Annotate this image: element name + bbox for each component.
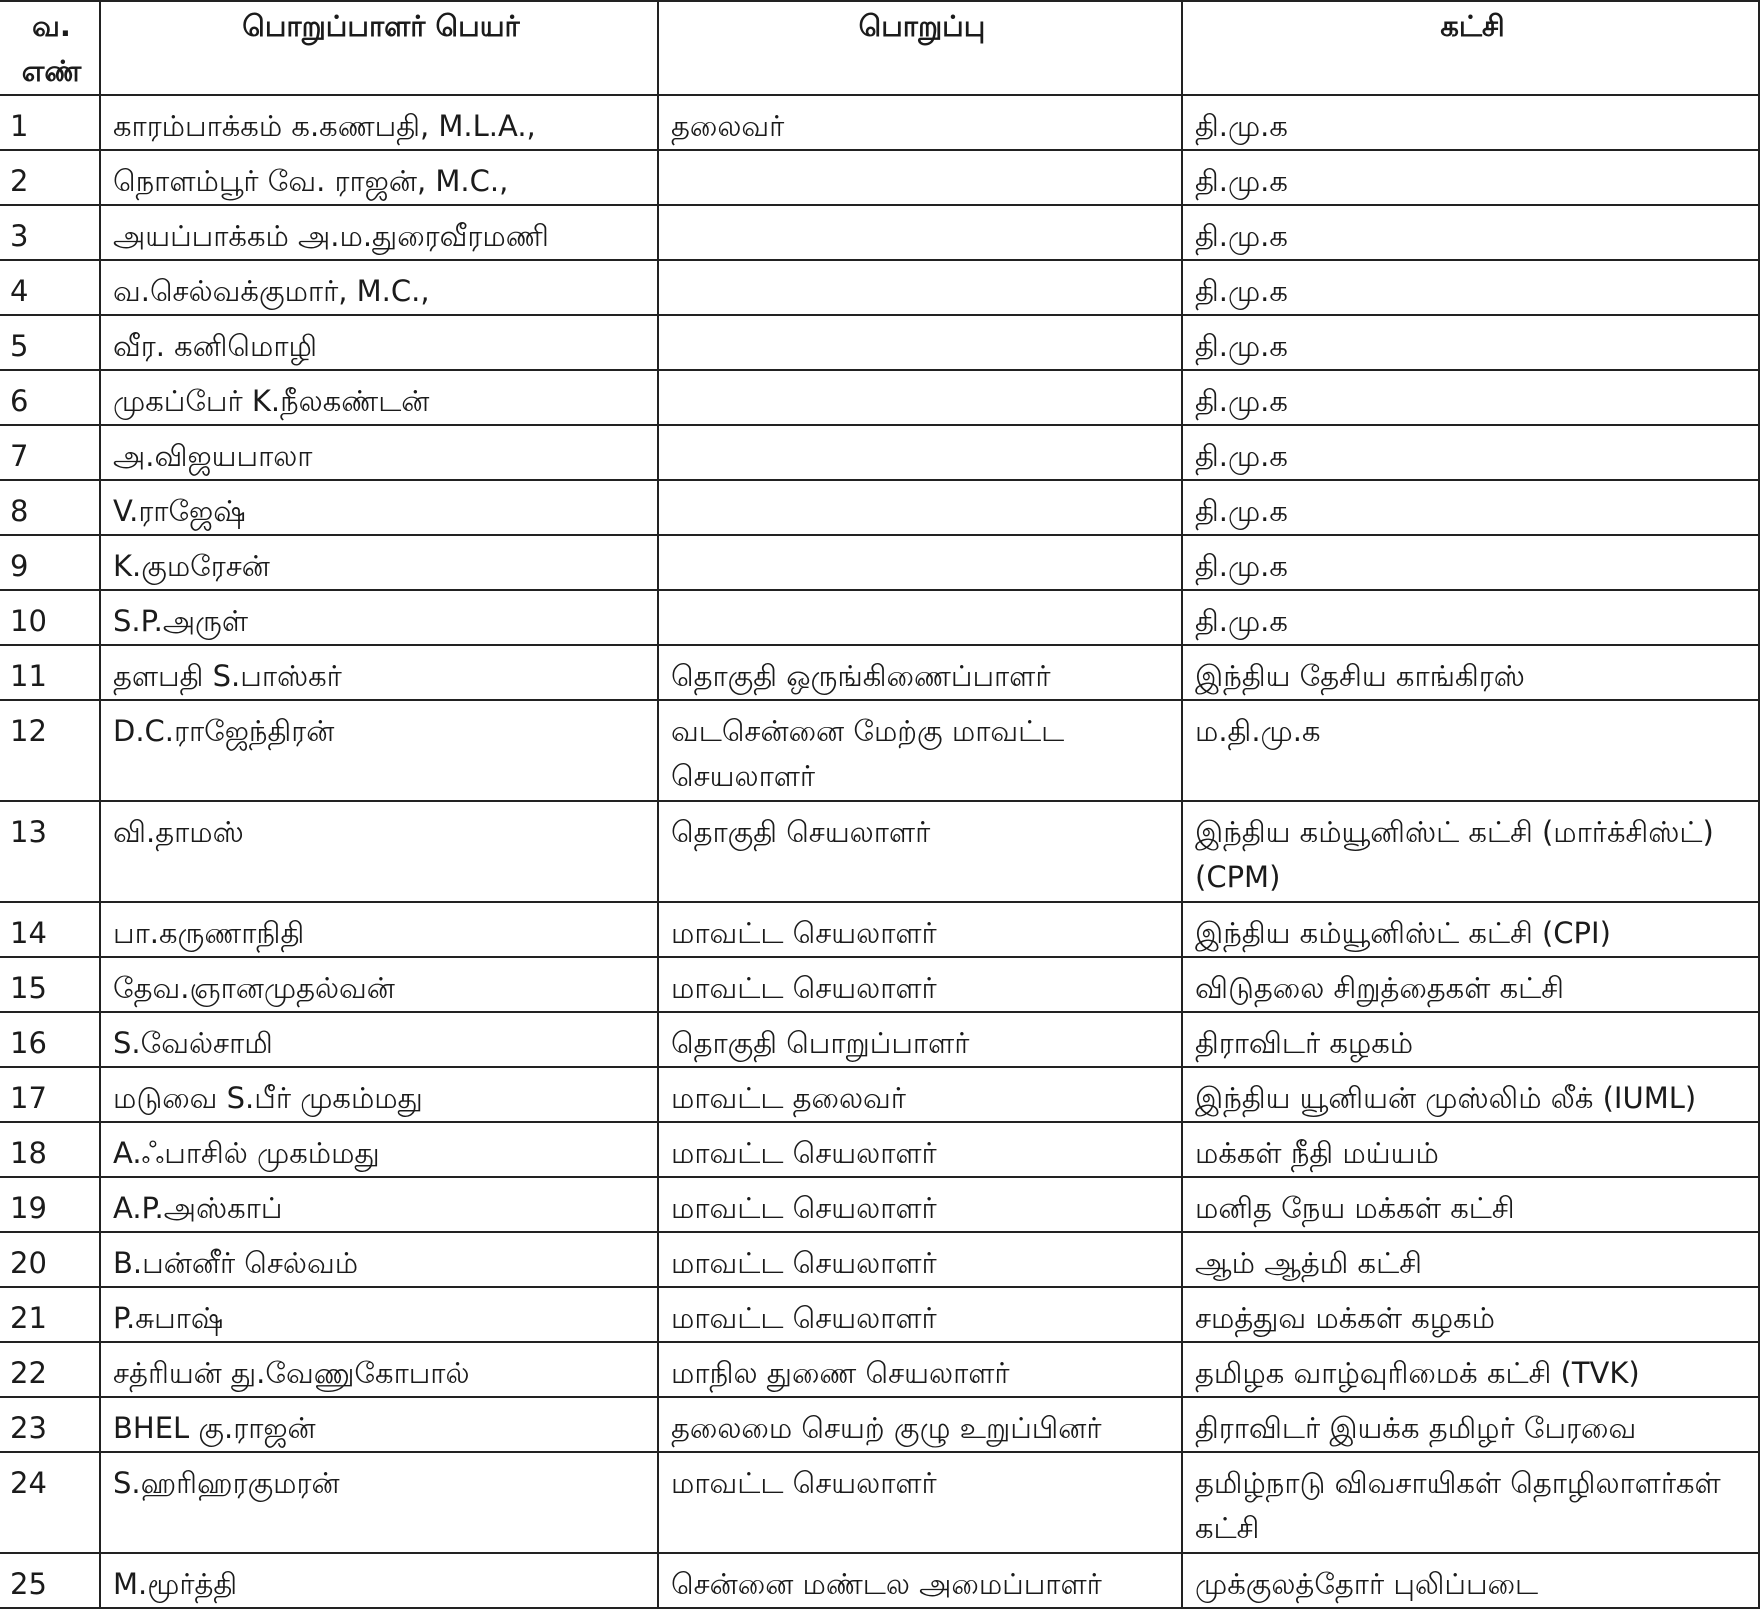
cell-role: தலைமை செயற் குழு உறுப்பினர் <box>658 1397 1182 1452</box>
cell-role: தொகுதி பொறுப்பாளர் <box>658 1012 1182 1067</box>
cell-role: மாவட்ட செயலாளர் <box>658 1287 1182 1342</box>
cell-party: இந்திய கம்யூனிஸ்ட் கட்சி (மார்க்சிஸ்ட்) (CPM) <box>1182 801 1759 902</box>
cell-party: தி.மு.க <box>1182 315 1759 370</box>
cell-party: தி.மு.க <box>1182 535 1759 590</box>
cell-name: தளபதி S.பாஸ்கர் <box>100 645 658 700</box>
table-row <box>0 1012 1759 1067</box>
cell-role <box>658 205 1182 260</box>
cell-party: மனித நேய மக்கள் கட்சி <box>1182 1177 1759 1232</box>
cell-name: முகப்பேர் K.நீலகண்டன் <box>100 370 658 425</box>
table-row <box>0 1067 1759 1122</box>
cell-serial-number: 1 <box>0 95 100 150</box>
cell-name: A.ஃபாசில் முகம்மது <box>100 1122 658 1177</box>
cell-name: B.பன்னீர் செல்வம் <box>100 1232 658 1287</box>
cell-party: திராவிடர் கழகம் <box>1182 1012 1759 1067</box>
cell-serial-number: 6 <box>0 370 100 425</box>
cell-name: K.குமரேசன் <box>100 535 658 590</box>
cell-party: தி.மு.க <box>1182 95 1759 150</box>
cell-role: தலைவர் <box>658 95 1182 150</box>
table-row <box>0 535 1759 590</box>
cell-serial-number: 21 <box>0 1287 100 1342</box>
cell-name: மடுவை S.பீர் முகம்மது <box>100 1067 658 1122</box>
cell-party: சமத்துவ மக்கள் கழகம் <box>1182 1287 1759 1342</box>
cell-name: S.P.அருள் <box>100 590 658 645</box>
cell-party: மக்கள் நீதி மய்யம் <box>1182 1122 1759 1177</box>
cell-name: தேவ.ஞானமுதல்வன் <box>100 957 658 1012</box>
cell-name: D.C.ராஜேந்திரன் <box>100 700 658 801</box>
table-row <box>0 902 1759 957</box>
cell-name: S.ஹரிஹரகுமரன் <box>100 1452 658 1553</box>
table-row <box>0 480 1759 535</box>
cell-name: சத்ரியன் து.வேணுகோபால் <box>100 1342 658 1397</box>
cell-name: நொளம்பூர் வே. ராஜன், M.C., <box>100 150 658 205</box>
table-row <box>0 205 1759 260</box>
cell-serial-number: 5 <box>0 315 100 370</box>
cell-party: தி.மு.க <box>1182 590 1759 645</box>
cell-serial-number: 19 <box>0 1177 100 1232</box>
cell-name: V.ராஜேஷ் <box>100 480 658 535</box>
cell-role <box>658 590 1182 645</box>
cell-name: M.மூர்த்தி <box>100 1553 658 1608</box>
table-row <box>0 1232 1759 1287</box>
cell-party: தி.மு.க <box>1182 425 1759 480</box>
cell-serial-number: 22 <box>0 1342 100 1397</box>
cell-role <box>658 535 1182 590</box>
cell-serial-number: 9 <box>0 535 100 590</box>
cell-role <box>658 150 1182 205</box>
cell-name: பா.கருணாநிதி <box>100 902 658 957</box>
cell-role: மாவட்ட செயலாளர் <box>658 902 1182 957</box>
cell-role <box>658 480 1182 535</box>
cell-role: மாவட்ட செயலாளர் <box>658 1232 1182 1287</box>
cell-serial-number: 16 <box>0 1012 100 1067</box>
cell-role <box>658 370 1182 425</box>
cell-role: மாநில துணை செயலாளர் <box>658 1342 1182 1397</box>
table-row <box>0 801 1759 902</box>
cell-serial-number: 4 <box>0 260 100 315</box>
cell-party: தி.மு.க <box>1182 205 1759 260</box>
header-party: கட்சி <box>1182 1 1759 95</box>
table-row <box>0 260 1759 315</box>
cell-party: தி.மு.க <box>1182 150 1759 205</box>
cell-serial-number: 25 <box>0 1553 100 1608</box>
cell-serial-number: 3 <box>0 205 100 260</box>
cell-serial-number: 14 <box>0 902 100 957</box>
cell-name: அ.விஜயபாலா <box>100 425 658 480</box>
cell-name: P.சுபாஷ் <box>100 1287 658 1342</box>
cell-serial-number: 20 <box>0 1232 100 1287</box>
header-serial-line: வ. <box>32 9 71 43</box>
table-row <box>0 700 1759 801</box>
cell-serial-number: 15 <box>0 957 100 1012</box>
cell-serial-number: 8 <box>0 480 100 535</box>
cell-party: தி.மு.க <box>1182 480 1759 535</box>
cell-name: காரம்பாக்கம் க.கணபதி, M.L.A., <box>100 95 658 150</box>
cell-party: இந்திய யூனியன் முஸ்லிம் லீக் (IUML) <box>1182 1067 1759 1122</box>
cell-role: மாவட்ட செயலாளர் <box>658 957 1182 1012</box>
cell-party: முக்குலத்தோர் புலிப்படை <box>1182 1553 1759 1608</box>
cell-serial-number: 18 <box>0 1122 100 1177</box>
cell-serial-number: 2 <box>0 150 100 205</box>
cell-role <box>658 315 1182 370</box>
cell-party: விடுதலை சிறுத்தைகள் கட்சி <box>1182 957 1759 1012</box>
cell-serial-number: 7 <box>0 425 100 480</box>
header-name: பொறுப்பாளர் பெயர் <box>100 1 658 95</box>
cell-role: தொகுதி ஒருங்கிணைப்பாளர் <box>658 645 1182 700</box>
table-row <box>0 1452 1759 1553</box>
cell-serial-number: 13 <box>0 801 100 902</box>
cell-role: வடசென்னை மேற்கு மாவட்ட செயலாளர் <box>658 700 1182 801</box>
cell-name: A.P.அஸ்காப் <box>100 1177 658 1232</box>
cell-role: மாவட்ட தலைவர் <box>658 1067 1182 1122</box>
cell-party: தி.மு.க <box>1182 370 1759 425</box>
cell-party: ஆம் ஆத்மி கட்சி <box>1182 1232 1759 1287</box>
table-row <box>0 645 1759 700</box>
table-row <box>0 1122 1759 1177</box>
cell-role: மாவட்ட செயலாளர் <box>658 1122 1182 1177</box>
cell-serial-number: 24 <box>0 1452 100 1553</box>
table-row <box>0 1397 1759 1452</box>
cell-name: BHEL கு.ராஜன் <box>100 1397 658 1452</box>
table-header-row <box>0 1 1759 95</box>
cell-party: தமிழ்நாடு விவசாயிகள் தொழிலாளர்கள் கட்சி <box>1182 1452 1759 1553</box>
cell-name: வீர. கனிமொழி <box>100 315 658 370</box>
table-row <box>0 590 1759 645</box>
header-serial-number <box>0 1 100 95</box>
cell-serial-number: 11 <box>0 645 100 700</box>
cell-role: சென்னை மண்டல அமைப்பாளர் <box>658 1553 1182 1608</box>
header-role: பொறுப்பு <box>658 1 1182 95</box>
table-row <box>0 1342 1759 1397</box>
cell-name: அயப்பாக்கம் அ.ம.துரைவீரமணி <box>100 205 658 260</box>
cell-serial-number: 10 <box>0 590 100 645</box>
cell-party: இந்திய தேசிய காங்கிரஸ் <box>1182 645 1759 700</box>
cell-serial-number: 17 <box>0 1067 100 1122</box>
cell-party: இந்திய கம்யூனிஸ்ட் கட்சி (CPI) <box>1182 902 1759 957</box>
cell-role: தொகுதி செயலாளர் <box>658 801 1182 902</box>
cell-party: திராவிடர் இயக்க தமிழர் பேரவை <box>1182 1397 1759 1452</box>
table-row <box>0 957 1759 1012</box>
table-row <box>0 150 1759 205</box>
cell-name: S.வேல்சாமி <box>100 1012 658 1067</box>
table-row <box>0 95 1759 150</box>
table-row <box>0 1177 1759 1232</box>
table-row <box>0 315 1759 370</box>
cell-name: வ.செல்வக்குமார், M.C., <box>100 260 658 315</box>
cell-party: தி.மு.க <box>1182 260 1759 315</box>
cell-name: வி.தாமஸ் <box>100 801 658 902</box>
cell-serial-number: 23 <box>0 1397 100 1452</box>
cell-party: தமிழக வாழ்வுரிமைக் கட்சி (TVK) <box>1182 1342 1759 1397</box>
table-row <box>0 370 1759 425</box>
table-row <box>0 1553 1759 1608</box>
cell-role <box>658 260 1182 315</box>
cell-serial-number: 12 <box>0 700 100 801</box>
cell-party: ம.தி.மு.க <box>1182 700 1759 801</box>
table-row <box>0 425 1759 480</box>
cell-role <box>658 425 1182 480</box>
cell-role: மாவட்ட செயலாளர் <box>658 1452 1182 1553</box>
table-row <box>0 1287 1759 1342</box>
header-serial-line: எண் <box>21 54 82 88</box>
cell-role: மாவட்ட செயலாளர் <box>658 1177 1182 1232</box>
